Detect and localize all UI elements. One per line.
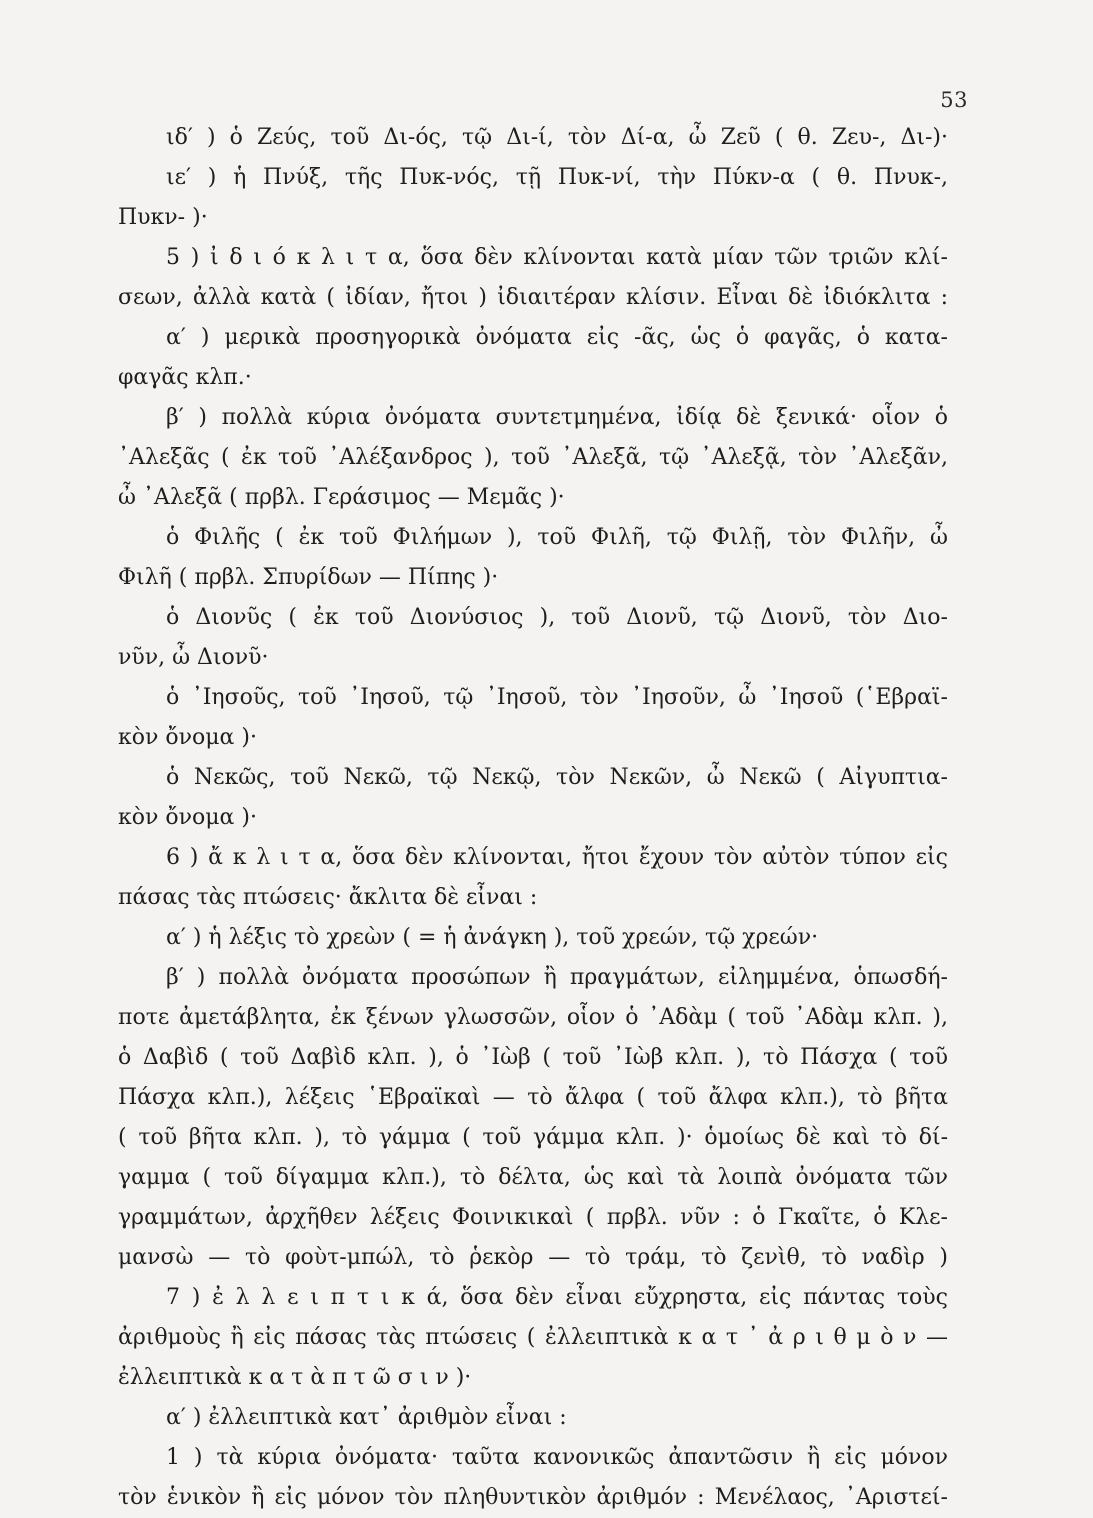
text-line: γραμμάτων, ἀρχῆθεν λέξεις Φοινικικαὶ ( πρβλ. νῦν : ὁ Γκαῖτε, ὁ Κλε- [118, 1205, 948, 1230]
text-line: ὁ Φιλῆς ( ἐκ τοῦ Φιλήμων ), τοῦ Φιλῆ, τῷ Φιλῇ, τὸν Φιλῆν, ὦ [166, 525, 948, 550]
text-line: Φιλῆ ( πρβλ. Σπυρίδων — Πίπης )· [118, 565, 499, 590]
text-line: φαγᾶς κλπ.· [118, 365, 252, 390]
text-line: β′ ) πολλὰ ὀνόματα προσώπων ἢ πραγμάτων, εἰλημμένα, ὁπωσδή- [166, 965, 948, 990]
text-line: ὁ ᾿Ιησοῦς, τοῦ ᾿Ιησοῦ, τῷ ᾿Ιησοῦ, τὸν ᾿Ιησοῦν, ὦ ᾿Ιησοῦ (῾Εβραϊ- [166, 685, 948, 710]
text-line: Πάσχα κλπ.), λέξεις ῾Εβραϊκαὶ — τὸ ἄλφα ( τοῦ ἄλφα κλπ.), τὸ βῆτα [118, 1085, 948, 1110]
text-line: σεων, ἀλλὰ κατὰ ( ἰδίαν, ἤτοι ) ἰδιαιτέραν κλίσιν. Εἶναι δὲ ἰδιόκλιτα : [118, 285, 948, 310]
text-line: ποτε ἀμετάβλητα, ἐκ ξένων γλωσσῶν, οἷον ὁ ᾿Αδὰμ ( τοῦ ᾿Αδὰμ κλπ. ), [118, 1005, 948, 1030]
text-line: ( τοῦ βῆτα κλπ. ), τὸ γάμμα ( τοῦ γάμμα κλπ. )· ὁμοίως δὲ καὶ τὸ δί- [118, 1125, 948, 1150]
text-line: κὸν ὄνομα )· [118, 805, 257, 830]
text-line: γαμμα ( τοῦ δίγαμμα κλπ.), τὸ δέλτα, ὡς καὶ τὰ λοιπὰ ὀνόματα τῶν [118, 1165, 948, 1190]
text-line: α′ ) ἡ λέξις τὸ χρεὼν ( = ἡ ἀνάγκη ), τοῦ χρεών, τῷ χρεών· [166, 925, 819, 950]
text-line: Πυκν- )· [118, 205, 208, 230]
text-line: 1 ) τὰ κύρια ὀνόματα· ταῦτα κανονικῶς ἀπαντῶσιν ἢ εἰς μόνον [166, 1445, 948, 1470]
text-line: 5 ) ἰ δ ι ό κ λ ι τ α, ὅσα δὲν κλίνονται κατὰ μίαν τῶν τριῶν κλί- [166, 245, 948, 270]
text-line: ὦ ᾿Αλεξᾶ ( πρβλ. Γεράσιμος — Μεμᾶς )· [118, 485, 565, 510]
text-line: α′ ) μερικὰ προσηγορικὰ ὀνόματα εἰς -ᾶς, ὡς ὁ φαγᾶς, ὁ κατα- [166, 325, 948, 350]
text-line: νῦν, ὦ Διονῦ· [118, 645, 269, 670]
page-number: 53 [940, 88, 968, 112]
text-line: κὸν ὄνομα )· [118, 725, 257, 750]
body-text [118, 118, 948, 1518]
text-line: ιε′ ) ἡ Πνύξ, τῆς Πυκ-νός, τῇ Πυκ-νί, τὴν Πύκν-α ( θ. Πνυκ-, [166, 165, 948, 190]
text-line: ᾿Αλεξᾶς ( ἐκ τοῦ ᾿Αλέξανδρος ), τοῦ ᾿Αλεξᾶ, τῷ ᾿Αλεξᾷ, τὸν ᾿Αλεξᾶν, [118, 445, 948, 470]
text-line: πάσας τὰς πτώσεις· ἄκλιτα δὲ εἶναι : [118, 885, 538, 910]
text-line: ἐλλειπτικὰ κ α τ ὰ π τ ῶ σ ι ν )· [118, 1365, 472, 1390]
text-line: ιδ′ ) ὁ Ζεύς, τοῦ Δι-ός, τῷ Δι-ί, τὸν Δί-α, ὦ Ζεῦ ( θ. Ζευ-, Δι-)· [166, 125, 948, 150]
text-line: β′ ) πολλὰ κύρια ὀνόματα συντετμημένα, ἰδίᾳ δὲ ξενικά· οἷον ὁ [166, 405, 948, 430]
text-line: ἀριθμοὺς ἢ εἰς πάσας τὰς πτώσεις ( ἐλλειπτικὰ κ α τ ᾿ ἀ ρ ι θ μ ὸ ν — [118, 1325, 948, 1350]
text-line: 7 ) ἐ λ λ ε ι π τ ι κ ά, ὅσα δὲν εἶναι εὔχρηστα, εἰς πάντας τοὺς [166, 1285, 948, 1310]
text-line: μανσὼ — τὸ φοὺτ-μπώλ, τὸ ῥεκὸρ — τὸ τράμ, τὸ ζενὶθ, τὸ ναδὶρ ) [118, 1245, 948, 1270]
text-line: τὸν ἑνικὸν ἢ εἰς μόνον τὸν πληθυντικὸν ἀριθμόν : Μενέλαος, ᾿Αριστεί- [118, 1485, 948, 1510]
text-line: ὁ Δαβὶδ ( τοῦ Δαβὶδ κλπ. ), ὁ ᾿Ιὼβ ( τοῦ ᾿Ιὼβ κλπ. ), τὸ Πάσχα ( τοῦ [118, 1045, 948, 1070]
text-line: ὁ Διονῦς ( ἐκ τοῦ Διονύσιος ), τοῦ Διονῦ, τῷ Διονῦ, τὸν Διο- [166, 605, 948, 630]
text-line: 6 ) ἄ κ λ ι τ α, ὅσα δὲν κλίνονται, ἤτοι ἔχουν τὸν αὐτὸν τύπον εἰς [166, 845, 948, 870]
text-line: ὁ Νεκῶς, τοῦ Νεκῶ, τῷ Νεκῷ, τὸν Νεκῶν, ὦ Νεκῶ ( Αἰγυπτια- [166, 765, 948, 790]
text-line: α′ ) ἐλλειπτικὰ κατ᾿ ἀριθμὸν εἶναι : [166, 1405, 567, 1430]
